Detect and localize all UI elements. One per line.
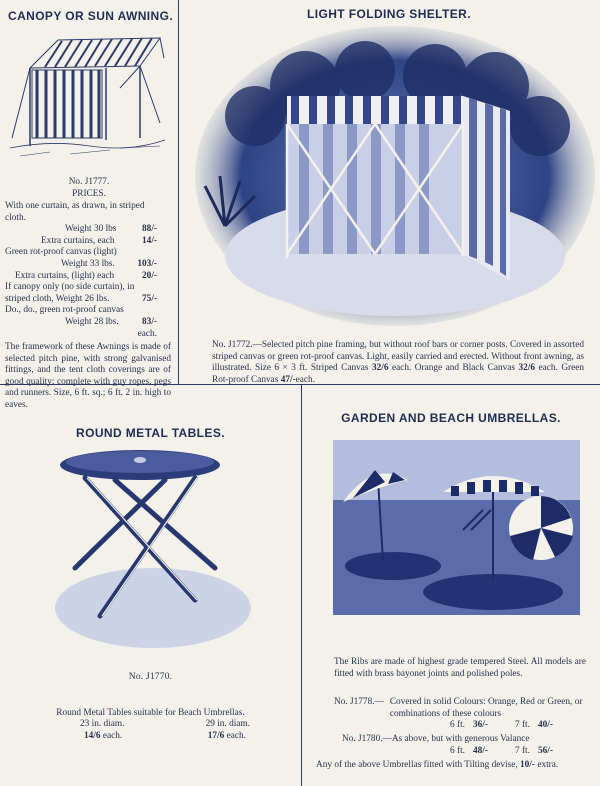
canopy-line: With one curtain, as drawn, in striped cloth. [5, 201, 145, 223]
canopy-line: Weight 30 lbs [65, 224, 117, 235]
shelter-desc-text: each. Green Rot-proof Canvas [212, 363, 585, 385]
umbrella-price: 36/- [472, 720, 488, 731]
canopy-prices-label: PRICES. [72, 189, 106, 199]
tables-price-large: 17/6 [207, 730, 225, 741]
tables-heading: ROUND METAL TABLES. [76, 426, 225, 440]
shelter-desc-text: each. [295, 374, 316, 385]
tables-sizes [80, 719, 250, 742]
umbrellas-illustration [333, 440, 580, 615]
umbrellas-model-1 [334, 697, 586, 732]
shelter-description [212, 340, 584, 386]
umbrellas-intro: The Ribs are made of highest grade tempered Steel. All models are fitted with brass bayonet joints and polished poles. [334, 657, 586, 679]
tables-number: No. J1770. [128, 672, 173, 682]
umbrella-size: 6 ft. [450, 745, 465, 756]
tables-each: each. [226, 730, 246, 741]
umbrella-price: 56/- [537, 745, 553, 756]
canopy-price: 75/- [142, 293, 157, 304]
canopy-line: Weight 28 lbs. [65, 316, 119, 327]
canopy-price: 14/- [142, 235, 157, 246]
umbrella-size: 6 ft. [450, 720, 465, 731]
tables-price-small: 14/6 [84, 730, 101, 741]
canopy-heading: CANOPY OR SUN AWNING. [8, 9, 174, 23]
shelter-price-green: 47/- [280, 374, 296, 385]
canopy-price: 83/- [142, 316, 157, 327]
shelter-price-orange: 32/6 [518, 363, 536, 374]
canopy-line: Green rot-proof canvas (light) [5, 247, 117, 258]
canopy-line: Extra curtains, (light) each [15, 270, 115, 281]
canopy-line: Do., do., green rot-proof canvas [5, 305, 124, 316]
canopy-description: The framework of these Awnings is made of selected pitch pine, with strong galvanised fittings, and the tent cloth coverings are of good quality; complete with guy ropes, pegs and runners. Size, 6 ft. sq.; 6 ft. 2 in. high to eaves. [5, 342, 171, 410]
umbrella-number: No. J1778.— [334, 697, 384, 707]
umbrella-size: 7 ft. [514, 745, 530, 756]
canopy-illustration [10, 28, 165, 168]
shelter-desc-text: each. Orange and Black Canvas [391, 363, 516, 374]
canopy-price: 103/- [137, 258, 157, 269]
tilting-price: 10/- [520, 760, 535, 770]
tables-size-small: 23 in. diam. [80, 719, 125, 729]
canopy-line: each. [137, 328, 157, 339]
vertical-rule-bottom [301, 385, 302, 786]
shelter-price-striped: 32/6 [371, 363, 389, 374]
tables-size-large: 29 in. diam. [205, 719, 250, 729]
umbrella-price: 48/- [472, 745, 488, 756]
tilting-extra: extra. [537, 760, 559, 770]
umbrella-price: 40/- [537, 720, 553, 731]
umbrella-desc: Covered in solid Colours: Orange, Red or Green, or combinations of these colours [389, 697, 583, 719]
shelter-heading: LIGHT FOLDING SHELTER. [307, 7, 471, 21]
shelter-desc-text: No. J1772.—Selected pitch pine framing, but without roof bars or corner posts. Covered in assorted striped canvas or green rot-proof canvas. Light, easily carried and erected. Without front awning, as illustrated. Size 6 × 3 ft. Striped Canvas [212, 340, 584, 374]
canopy-line: Extra curtains, each [41, 235, 115, 246]
tables-description: Round Metal Tables suitable for Beach Umbrellas. [56, 708, 245, 718]
tilting-text: Any of the above Umbrellas fitted with Tilting devise, [316, 760, 518, 770]
canopy-line: striped cloth, Weight 26 lbs. [5, 293, 110, 304]
umbrellas-model-2 [342, 734, 588, 757]
canopy-number: No. J1777. [68, 177, 110, 187]
umbrellas-tilting [316, 760, 600, 772]
vertical-rule-top [178, 0, 179, 385]
umbrella-size: 7 ft. [514, 720, 530, 731]
tables-each: each. [102, 730, 123, 741]
canopy-price: 88/- [142, 224, 157, 235]
canopy-line: Weight 33 lbs. [61, 258, 115, 269]
table-illustration [55, 448, 250, 648]
umbrellas-heading: GARDEN AND BEACH UMBRELLAS. [341, 411, 561, 425]
canopy-price: 20/- [142, 270, 157, 281]
shelter-illustration [195, 26, 595, 336]
umbrella-desc: No. J1780.—As above, but with generous Valance [342, 734, 530, 744]
canopy-price-list [5, 201, 157, 340]
canopy-line: If canopy only (no side curtain), in [5, 282, 135, 293]
